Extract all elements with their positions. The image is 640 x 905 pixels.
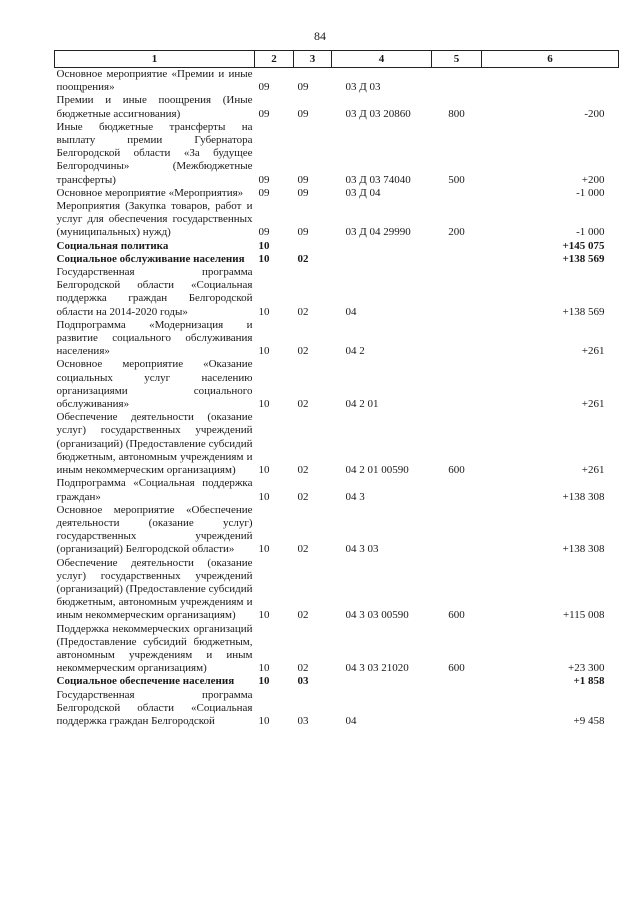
table-row	[55, 121, 619, 187]
row-target-article	[332, 675, 432, 688]
row-expense-type	[432, 358, 482, 411]
row-subsection: 02	[297, 305, 309, 318]
row-amount: +23 300	[568, 662, 605, 675]
row-subsection: 09	[297, 226, 309, 239]
row-amount: +138 308	[562, 490, 605, 503]
column-header: 4	[332, 51, 432, 68]
row-target-article: 04 3 03	[345, 543, 379, 556]
row-description: Премии и иные поощрения (Иные бюджетные ассигнования)	[56, 94, 253, 120]
row-subsection: 02	[297, 464, 309, 477]
table-row	[55, 94, 619, 120]
table-row	[55, 675, 619, 688]
row-expense-type	[432, 68, 482, 95]
table-row	[55, 623, 619, 676]
budget-table	[54, 50, 619, 728]
row-description: Обеспечение деятельности (оказание услуг) государственных учреждений (организаций) (Предоставление субсидий бюджетным, автономным учреждениям и иным некоммерческим организациям)	[56, 411, 253, 477]
row-target-article: 03 Д 03 20860	[345, 107, 411, 120]
row-expense-type: 200	[448, 226, 465, 239]
table-row	[55, 411, 619, 477]
table-row	[55, 689, 619, 729]
row-description: Социальная политика	[56, 239, 169, 252]
column-header: 5	[432, 51, 482, 68]
row-section: 10	[258, 252, 270, 265]
row-amount: -200	[584, 107, 605, 120]
row-expense-type	[432, 266, 482, 319]
row-amount: -1 000	[576, 186, 605, 199]
column-header: 2	[255, 51, 294, 68]
row-subsection: 09	[297, 107, 309, 120]
table-row	[55, 200, 619, 240]
row-target-article: 03 Д 03	[345, 81, 381, 94]
row-subsection: 02	[297, 345, 309, 358]
row-description: Государственная программа Белгородской области «Социальная поддержка граждан Белгородской области на 2014-2020 годы»	[56, 266, 253, 318]
row-section: 09	[258, 186, 270, 199]
row-section: 10	[258, 714, 270, 727]
column-header: 3	[294, 51, 332, 68]
row-target-article: 03 Д 04	[345, 186, 381, 199]
row-amount: +138 569	[562, 252, 605, 265]
row-amount: +261	[581, 398, 605, 411]
row-description: Социальное обслуживание населения	[56, 252, 245, 265]
row-amount: +200	[581, 173, 605, 186]
row-description: Государственная программа Белгородской области «Социальная поддержка граждан Белгородской	[56, 688, 253, 727]
row-subsection: 02	[297, 662, 309, 675]
table-row	[55, 266, 619, 319]
table-row	[55, 253, 619, 266]
table-row	[55, 557, 619, 623]
row-subsection: 02	[297, 490, 309, 503]
row-target-article: 04	[345, 714, 357, 727]
row-expense-type	[432, 477, 482, 503]
row-expense-type: 800	[448, 107, 465, 120]
row-description: Основное мероприятие «Мероприятия»	[56, 186, 244, 199]
row-amount: +261	[581, 464, 605, 477]
row-subsection: 02	[297, 543, 309, 556]
row-expense-type: 500	[448, 173, 465, 186]
row-amount: +145 075	[562, 239, 605, 252]
row-description: Социальное обеспечение населения	[56, 675, 235, 688]
row-section: 10	[258, 398, 270, 411]
row-expense-type	[432, 675, 482, 688]
row-description: Мероприятия (Закупка товаров, работ и услуг для обеспечения государственных (муниципальных) нужд)	[56, 200, 253, 239]
table-body	[55, 68, 619, 729]
row-subsection: 09	[297, 186, 309, 199]
row-amount: +1 858	[573, 675, 605, 688]
row-expense-type	[432, 319, 482, 359]
row-description: Подпрограмма «Социальная поддержка граждан»	[56, 477, 253, 503]
row-section: 10	[258, 675, 270, 688]
row-description: Основное мероприятие «Обеспечение деятельности (оказание услуг) государственных учреждений (организаций) Белгородской области»	[56, 503, 253, 556]
table-row	[55, 504, 619, 557]
row-target-article: 03 Д 04 29990	[345, 226, 411, 239]
table-row	[55, 187, 619, 200]
row-amount: -1 000	[576, 226, 605, 239]
row-target-article: 04 3 03 21020	[345, 662, 409, 675]
row-target-article: 04	[345, 305, 357, 318]
row-amount: +138 569	[562, 305, 605, 318]
row-section: 10	[258, 543, 270, 556]
row-amount: +261	[581, 345, 605, 358]
row-target-article: 04 3	[345, 490, 365, 503]
row-amount: +138 308	[562, 543, 605, 556]
row-expense-type	[432, 240, 482, 253]
table-row	[55, 477, 619, 503]
row-section: 10	[258, 662, 270, 675]
row-target-article: 04 2 01	[345, 398, 379, 411]
row-section: 10	[258, 239, 270, 252]
row-subsection: 02	[297, 609, 309, 622]
row-description: Подпрограмма «Модернизация и развитие социального обслуживания населения»	[56, 318, 253, 358]
table-row	[55, 68, 619, 95]
row-description: Основное мероприятие «Премии и иные поощрения»	[56, 68, 253, 94]
table-row	[55, 319, 619, 359]
row-section: 09	[258, 107, 270, 120]
row-section: 09	[258, 173, 270, 186]
column-header: 1	[55, 51, 255, 68]
row-expense-type: 600	[448, 662, 465, 675]
row-target-article: 03 Д 03 74040	[345, 173, 411, 186]
row-target-article: 04 2 01 00590	[345, 464, 409, 477]
row-expense-type	[432, 504, 482, 557]
row-amount: +115 008	[562, 609, 605, 622]
row-section: 10	[258, 345, 270, 358]
row-description: Поддержка некоммерческих организаций (Предоставление субсидий бюджетным, автономным учреждениям и иным некоммерческим организациям)	[56, 622, 253, 675]
table-row	[55, 240, 619, 253]
row-section: 10	[258, 609, 270, 622]
row-subsection: 03	[297, 714, 309, 727]
page-number: 84	[314, 29, 326, 43]
table-row	[55, 358, 619, 411]
table-header	[55, 51, 619, 68]
row-subsection: 02	[297, 252, 309, 265]
row-target-article	[332, 240, 432, 253]
row-subsection: 09	[297, 81, 309, 94]
row-expense-type: 600	[448, 609, 465, 622]
row-expense-type	[432, 253, 482, 266]
row-target-article: 04 2	[345, 345, 365, 358]
row-description: Обеспечение деятельности (оказание услуг) государственных учреждений (организаций) (Предоставление субсидий бюджетным, автономным учреждениям и иным некоммерческим организациям)	[56, 556, 253, 622]
row-amount: +9 458	[573, 714, 605, 727]
row-target-article: 04 3 03 00590	[345, 609, 409, 622]
row-description: Основное мероприятие «Оказание социальных услуг населению организациями социального обслуживания»	[56, 358, 253, 411]
row-section: 10	[258, 464, 270, 477]
row-description: Иные бюджетные трансферты на выплату премии Губернатора Белгородской области «За будущее Белгородчины» (Межбюджетные трансферты)	[56, 120, 253, 186]
row-expense-type	[432, 689, 482, 729]
row-subsection: 03	[297, 675, 309, 688]
row-subsection	[294, 240, 332, 253]
row-expense-type: 600	[448, 464, 465, 477]
column-header: 6	[482, 51, 619, 68]
row-target-article	[332, 253, 432, 266]
row-expense-type	[432, 187, 482, 200]
row-amount	[482, 68, 619, 95]
row-section: 09	[258, 81, 270, 94]
row-section: 10	[258, 490, 270, 503]
row-section: 10	[258, 305, 270, 318]
row-section: 09	[258, 226, 270, 239]
row-subsection: 02	[297, 398, 309, 411]
row-subsection: 09	[297, 173, 309, 186]
